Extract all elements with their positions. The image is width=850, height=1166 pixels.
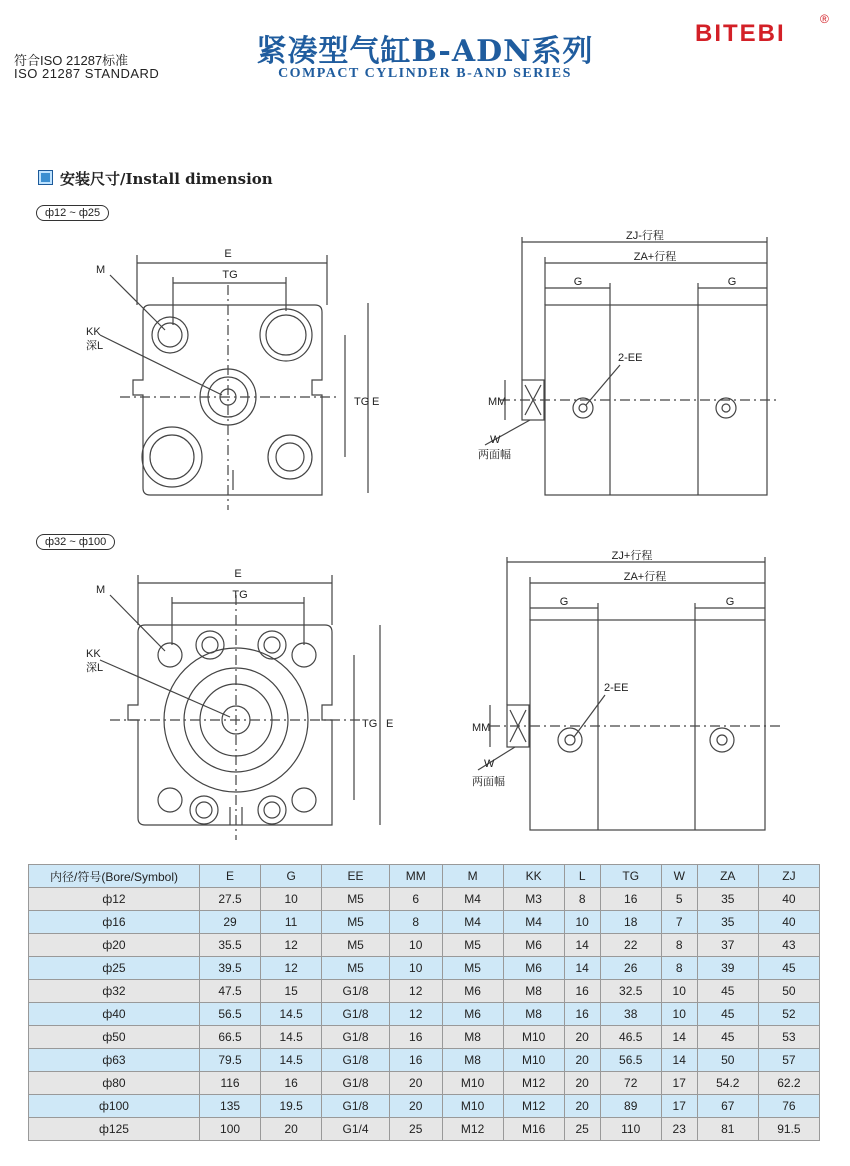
table-cell: G1/8 (322, 1095, 390, 1118)
dim-G-left: G (573, 276, 583, 288)
table-cell: M8 (503, 980, 564, 1003)
table-cell: 16 (600, 888, 661, 911)
dim-ZA: ZA+行程 (633, 251, 677, 263)
table-cell: 12 (261, 934, 322, 957)
table-cell: 50 (758, 980, 819, 1003)
table-cell: 8 (661, 934, 697, 957)
table-cell: M12 (503, 1095, 564, 1118)
table-cell: M8 (442, 1026, 503, 1049)
label-EE: 2-EE (618, 352, 643, 364)
table-cell: 91.5 (758, 1118, 819, 1141)
table-cell: 27.5 (200, 888, 261, 911)
standard-cn: 符合ISO 21287标准 (14, 53, 129, 68)
table-cell: 35.5 (200, 934, 261, 957)
table-header: EE (322, 865, 390, 888)
table-cell: 17 (661, 1072, 697, 1095)
table-header-row (29, 865, 820, 888)
table-row (29, 1072, 820, 1095)
dim-ZJ: ZJ-行程 (626, 230, 664, 242)
table-cell: 20 (389, 1095, 442, 1118)
table-cell: M5 (442, 934, 503, 957)
table-cell: 45 (697, 1003, 758, 1026)
table-cell: 12 (261, 957, 322, 980)
table-cell: 10 (564, 911, 600, 934)
label-W-note: 两面幅 (472, 776, 505, 788)
table-cell: M6 (442, 1003, 503, 1026)
table-cell: 79.5 (200, 1049, 261, 1072)
label-M: M (96, 584, 106, 596)
table-cell: 10 (661, 1003, 697, 1026)
table-cell: M5 (322, 888, 390, 911)
table-header: M (442, 865, 503, 888)
table-cell: M12 (442, 1118, 503, 1141)
table-cell: 16 (261, 1072, 322, 1095)
table-cell: M10 (503, 1026, 564, 1049)
table-cell: 10 (661, 980, 697, 1003)
bore-cell: ф80 (29, 1072, 200, 1095)
table-cell: 14.5 (261, 1049, 322, 1072)
side-body (530, 620, 765, 830)
table-header: KK (503, 865, 564, 888)
table-cell: 8 (564, 888, 600, 911)
table-cell: 10 (389, 957, 442, 980)
brand-logo: BITEBI (695, 20, 786, 47)
label-depth: 深L (86, 662, 104, 674)
dim-E-vertical: E (386, 718, 394, 730)
dim-TG: TG (222, 269, 238, 281)
dimension-table (28, 864, 820, 1141)
label-KK: KK (86, 648, 101, 660)
table-header: E (200, 865, 261, 888)
dim-G-left: G (559, 596, 569, 608)
table-header: ZJ (758, 865, 819, 888)
table-header: 内径/符号(Bore/Symbol) (29, 865, 200, 888)
table-cell: 14 (564, 957, 600, 980)
table-cell: M10 (442, 1095, 503, 1118)
table-cell: 57 (758, 1049, 819, 1072)
table-cell: M5 (322, 911, 390, 934)
table-cell: 46.5 (600, 1026, 661, 1049)
table-cell: 81 (697, 1118, 758, 1141)
table-row (29, 1049, 820, 1072)
table-cell: 16 (564, 980, 600, 1003)
table-cell: G1/8 (322, 1026, 390, 1049)
range-tag-large: ф32 ~ ф100 (36, 534, 115, 550)
table-cell: 5 (661, 888, 697, 911)
bore-cell: ф16 (29, 911, 200, 934)
table-row (29, 980, 820, 1003)
table-cell: 72 (600, 1072, 661, 1095)
table-cell: 14.5 (261, 1026, 322, 1049)
standard-en: ISO 21287 STANDARD (14, 66, 160, 81)
label-depth: 深L (86, 340, 104, 352)
label-M: M (96, 264, 106, 276)
table-cell: 29 (200, 911, 261, 934)
table-cell: 11 (261, 911, 322, 934)
table-row (29, 1118, 820, 1141)
table-cell: 35 (697, 911, 758, 934)
table-row (29, 888, 820, 911)
table-cell: 76 (758, 1095, 819, 1118)
table-cell: G1/8 (322, 1003, 390, 1026)
table-cell: 35 (697, 888, 758, 911)
table-cell: 22 (600, 934, 661, 957)
table-cell: 45 (758, 957, 819, 980)
dim-MM: MM (472, 722, 491, 734)
table-cell: M8 (442, 1049, 503, 1072)
table-cell: 20 (261, 1118, 322, 1141)
table-header: MM (389, 865, 442, 888)
table-cell: 12 (389, 980, 442, 1003)
table-cell: 20 (564, 1026, 600, 1049)
dim-TG-vertical: TG (362, 718, 378, 730)
table-cell: M12 (503, 1072, 564, 1095)
table-cell: 14 (661, 1049, 697, 1072)
table-cell: 50 (697, 1049, 758, 1072)
table-cell: 56.5 (600, 1049, 661, 1072)
table-cell: 38 (600, 1003, 661, 1026)
table-header: L (564, 865, 600, 888)
table-cell: 32.5 (600, 980, 661, 1003)
diagram-large-bore (0, 545, 850, 845)
table-cell: 8 (389, 911, 442, 934)
table-header: TG (600, 865, 661, 888)
table-cell: M4 (442, 888, 503, 911)
table-cell: G1/8 (322, 980, 390, 1003)
table-row (29, 1003, 820, 1026)
registered-mark: ® (820, 12, 829, 26)
bore-cell: ф20 (29, 934, 200, 957)
dim-E: E (224, 248, 232, 260)
table-cell: 23 (661, 1118, 697, 1141)
table-cell: M16 (503, 1118, 564, 1141)
table-cell: 66.5 (200, 1026, 261, 1049)
table-cell: 40 (758, 888, 819, 911)
table-cell: M4 (442, 911, 503, 934)
table-cell: 16 (389, 1026, 442, 1049)
page-title-en: COMPACT CYLINDER B-AND SERIES (278, 66, 572, 81)
bore-cell: ф25 (29, 957, 200, 980)
table-cell: 56.5 (200, 1003, 261, 1026)
table-cell: 20 (564, 1095, 600, 1118)
table-row (29, 1095, 820, 1118)
table-cell: 20 (564, 1049, 600, 1072)
range-tag-small: ф12 ~ ф25 (36, 205, 109, 221)
table-cell: M6 (503, 957, 564, 980)
table-header: ZA (697, 865, 758, 888)
label-W-note: 两面幅 (478, 449, 511, 461)
diagram-small-bore (0, 225, 850, 525)
dim-G-right: G (725, 596, 735, 608)
dim-W: W (484, 758, 495, 770)
table-cell: G1/8 (322, 1072, 390, 1095)
table-cell: 20 (564, 1072, 600, 1095)
page-title-cn: 紧凑型气缸B-ADN系列 (256, 34, 594, 69)
dim-TG: TG (232, 589, 248, 601)
dim-W: W (490, 434, 501, 446)
table-cell: 17 (661, 1095, 697, 1118)
table-cell: 89 (600, 1095, 661, 1118)
table-cell: 116 (200, 1072, 261, 1095)
table-cell: 53 (758, 1026, 819, 1049)
table-cell: M5 (322, 957, 390, 980)
table-cell: 20 (389, 1072, 442, 1095)
table-cell: 39.5 (200, 957, 261, 980)
table-cell: 110 (600, 1118, 661, 1141)
table-cell: 10 (261, 888, 322, 911)
bore-cell: ф50 (29, 1026, 200, 1049)
table-cell: 135 (200, 1095, 261, 1118)
table-cell: 7 (661, 911, 697, 934)
dim-MM: MM (488, 396, 507, 408)
bore-cell: ф12 (29, 888, 200, 911)
table-cell: 10 (389, 934, 442, 957)
bore-cell: ф125 (29, 1118, 200, 1141)
section-title: 安装尺寸/Install dimension (60, 170, 273, 188)
table-cell: 45 (697, 980, 758, 1003)
table-cell: 14.5 (261, 1003, 322, 1026)
table-cell: 100 (200, 1118, 261, 1141)
table-row (29, 911, 820, 934)
table-cell: 67 (697, 1095, 758, 1118)
table-cell: 15 (261, 980, 322, 1003)
label-EE: 2-EE (604, 682, 629, 694)
table-cell: M6 (503, 934, 564, 957)
table-cell: M3 (503, 888, 564, 911)
bore-cell: ф40 (29, 1003, 200, 1026)
table-row (29, 934, 820, 957)
table-cell: 26 (600, 957, 661, 980)
table-row (29, 1026, 820, 1049)
table-cell: 19.5 (261, 1095, 322, 1118)
table-cell: G1/8 (322, 1049, 390, 1072)
table-cell: 52 (758, 1003, 819, 1026)
table-cell: 45 (697, 1026, 758, 1049)
bore-cell: ф100 (29, 1095, 200, 1118)
dim-ZJ: ZJ+行程 (611, 550, 653, 562)
label-KK: KK (86, 326, 101, 338)
table-row (29, 957, 820, 980)
table-cell: 54.2 (697, 1072, 758, 1095)
table-cell: M8 (503, 1003, 564, 1026)
section-bullet-icon (38, 170, 53, 185)
table-cell: 47.5 (200, 980, 261, 1003)
table-cell: 14 (661, 1026, 697, 1049)
dim-G-right: G (727, 276, 737, 288)
table-cell: M10 (503, 1049, 564, 1072)
table-cell: 25 (564, 1118, 600, 1141)
bore-cell: ф63 (29, 1049, 200, 1072)
table-cell: 12 (389, 1003, 442, 1026)
table-cell: 8 (661, 957, 697, 980)
table-cell: 43 (758, 934, 819, 957)
table-cell: 16 (564, 1003, 600, 1026)
table-cell: M5 (442, 957, 503, 980)
table-cell: 37 (697, 934, 758, 957)
table-header: W (661, 865, 697, 888)
table-cell: 6 (389, 888, 442, 911)
table-cell: M4 (503, 911, 564, 934)
table-cell: M10 (442, 1072, 503, 1095)
dim-TG-vertical: TG (354, 396, 370, 408)
table-cell: 39 (697, 957, 758, 980)
dim-E: E (234, 568, 242, 580)
table-cell: 40 (758, 911, 819, 934)
bore-cell: ф32 (29, 980, 200, 1003)
table-cell: M6 (442, 980, 503, 1003)
table-cell: G1/4 (322, 1118, 390, 1141)
table-cell: 62.2 (758, 1072, 819, 1095)
dim-E-vertical: E (372, 396, 380, 408)
table-cell: 18 (600, 911, 661, 934)
dim-ZA: ZA+行程 (623, 571, 667, 583)
table-cell: 25 (389, 1118, 442, 1141)
table-cell: 16 (389, 1049, 442, 1072)
table-cell: M5 (322, 934, 390, 957)
table-cell: 14 (564, 934, 600, 957)
table-header: G (261, 865, 322, 888)
